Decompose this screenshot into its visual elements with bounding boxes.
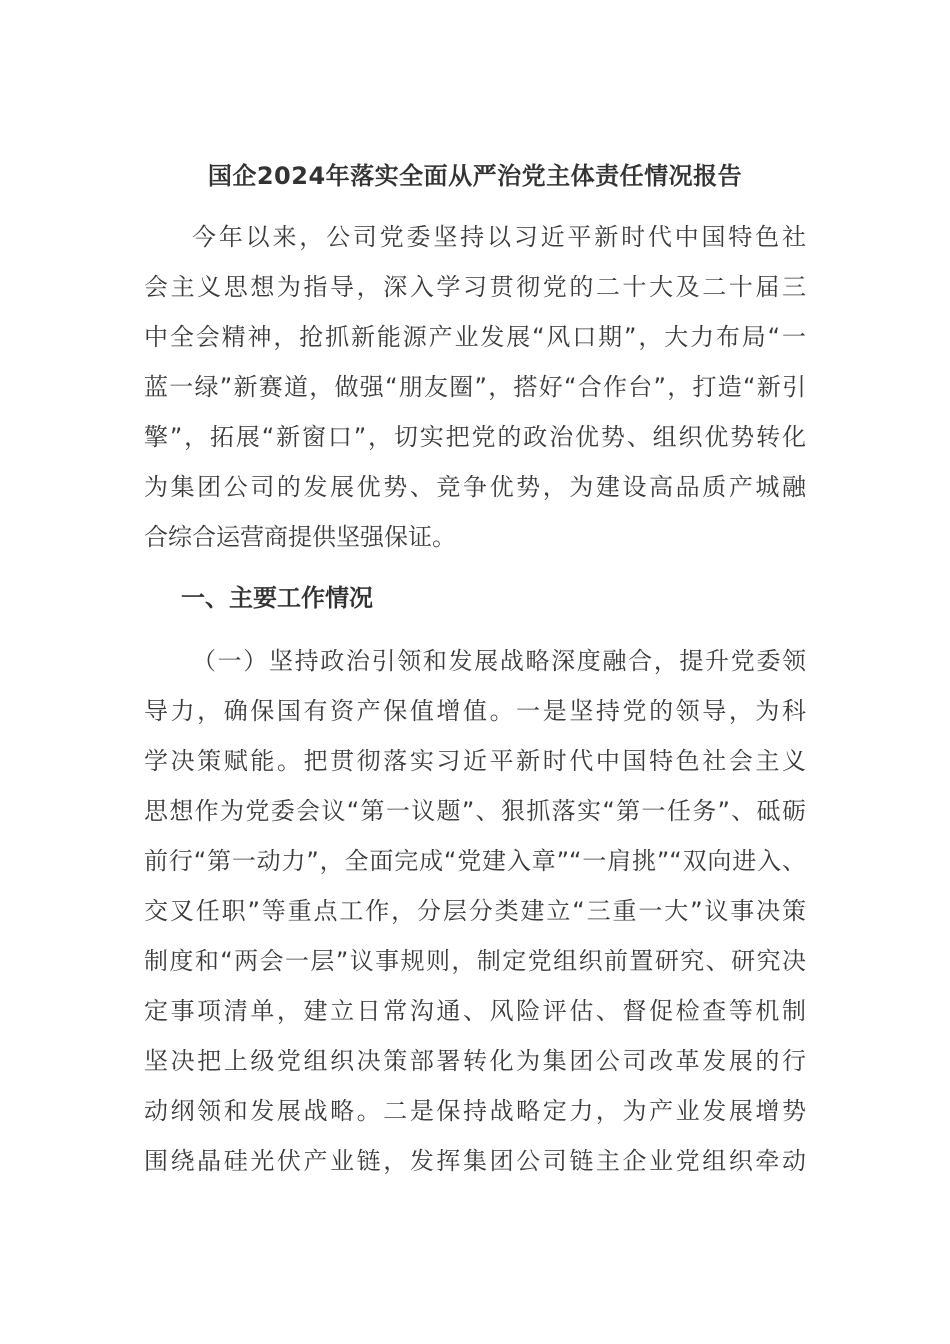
paragraph-line: 动纲领和发展战略。二是保持战略定力，为产业发展增势 (144, 1097, 806, 1125)
paragraph-line: 擎”，拓展“新窗口”，切实把党的政治优势、组织优势转化 (144, 423, 806, 451)
paragraph-line: 会主义思想为指导，深入学习贯彻党的二十大及二十届三 (144, 273, 806, 301)
section-heading: 一、主要工作情况 (181, 584, 373, 612)
paragraph-line: 交叉任职”等重点工作，分层分类建立“三重一大”议事决策 (144, 897, 806, 925)
paragraph-line: 今年以来，公司党委坚持以习近平新时代中国特色社 (192, 223, 806, 251)
paragraph-line: 合综合运营商提供坚强保证。 (144, 523, 456, 551)
paragraph-line: 思想作为党委会议“第一议题”、狠抓落实“第一任务”、砥砺 (144, 797, 806, 825)
paragraph-line: 前行“第一动力”，全面完成“党建入章”“一肩挑”“双向进入、 (144, 847, 806, 875)
paragraph-line: 导力，确保国有资产保值增值。一是坚持党的领导，为科 (144, 697, 806, 725)
paragraph-line: 定事项清单，建立日常沟通、风险评估、督促检查等机制 (144, 997, 806, 1025)
section1-paragraph (144, 636, 806, 1186)
paragraph-line: 围绕晶硅光伏产业链，发挥集团公司链主企业党组织牵动 (144, 1147, 806, 1175)
paragraph-line: 蓝一绿”新赛道，做强“朋友圈”，搭好“合作台”，打造“新引 (144, 373, 806, 401)
paragraph-line: 为集团公司的发展优势、竞争优势，为建设高品质产城融 (144, 473, 806, 501)
intro-paragraph (144, 212, 806, 562)
paragraph-line: （一）坚持政治引领和发展战略深度融合，提升党委领 (192, 647, 806, 675)
document-title: 国企2024年落实全面从严治党主体责任情况报告 (207, 162, 743, 190)
paragraph-line: 学决策赋能。把贯彻落实习近平新时代中国特色社会主义 (144, 747, 806, 775)
paragraph-line: 坚决把上级党组织决策部署转化为集团公司改革发展的行 (144, 1047, 806, 1075)
paragraph-line: 制度和“两会一层”议事规则，制定党组织前置研究、研究决 (144, 947, 806, 975)
paragraph-line: 中全会精神，抢抓新能源产业发展“风口期”，大力布局“一 (144, 323, 806, 351)
